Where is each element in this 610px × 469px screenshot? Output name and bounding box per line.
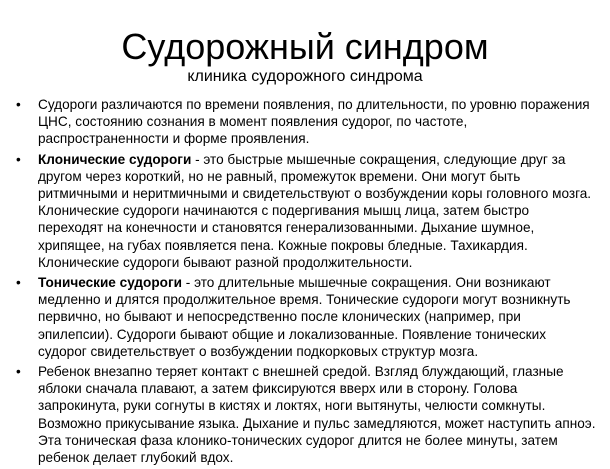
bullet-text: Судороги различаются по времени появления, по длительности, по уровню поражения ЦНС, состоянию сознания в момент появления судорог, по частоте, распространенности и форме проявления.: [38, 97, 590, 147]
bullet-item-1: [16, 96, 598, 148]
bullet-item-4: [16, 363, 598, 466]
bullet-list: [16, 96, 598, 469]
slide-subtitle: клиника судорожного синдрома: [187, 68, 423, 85]
bullet-text: - это длительные мышечные сокращения. Они возникают медленно и длятся продолжительное время. Тонические судороги могут возникнуть первично, но бывают и непосредственно после клонических (например, при эпилепсии). Судороги бывают общие и локализованные. Появление тонических судорог свидетельствует о возбуждении подкорковых структур мозга.: [38, 275, 571, 359]
bullet-icon: •: [16, 151, 21, 167]
bullet-text: - это быстрые мышечные сокращения, следующие друг за другом через короткий, но не равный, промежуток времени. Они могут быть ритмичными и неритмичными и свидетельствуют о возбуждении коры головного мозга. Клонические судороги начинаются с подергивания мышц лица, затем быстро переходят на конечности и становятся генерализованными. Дыхание шумное, хрипящее, на губах появляется пена. Кожные покровы бледные. Тахикардия. Клонические судороги бывают разной продолжительности.: [38, 151, 592, 270]
bullet-text: Ребенок внезапно теряет контакт с внешней средой. Взгляд блуждающий, глазные яблоки сначала плавают, а затем фиксируются вверх или в сторону. Голова запрокинута, руки согнуты в кистях и локтях, ноги вытянуты, челюсти сомкнуты. Возможно прикусывание языка. Дыхание и пульс замедляются, может наступить апноэ. Эта тоническая фаза клонико-тонических судорог длится не более минуты, затем ребенок делает глубокий вдох.: [38, 364, 596, 466]
bullet-icon: •: [16, 275, 21, 291]
slide-title: Судорожный синдром: [121, 26, 489, 67]
bullet-icon: •: [16, 364, 21, 380]
bullet-item-3: [16, 274, 598, 360]
bullet-term: Тонические судороги: [38, 275, 182, 291]
bullet-term: Клонические судороги: [38, 151, 192, 167]
bullet-icon: •: [16, 97, 21, 112]
bullet-item-2: [16, 151, 598, 271]
